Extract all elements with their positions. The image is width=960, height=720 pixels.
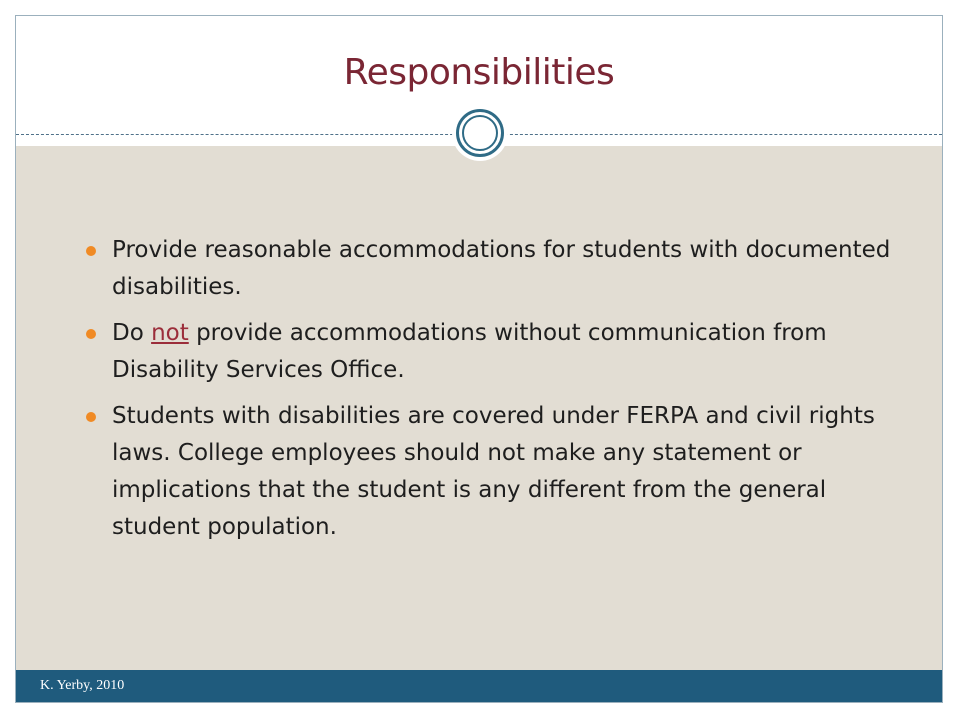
bullet-text-after: provide accommodations without communication from Disability Services Office. [112, 320, 827, 383]
bullet-dot-icon [86, 329, 96, 339]
content-area [16, 146, 942, 670]
bullet-item [16, 315, 942, 389]
bullet-item [16, 232, 942, 306]
footer-band [16, 670, 942, 702]
bullet-dot-icon [86, 412, 96, 422]
footer-credit: K. Yerby, 2010 [40, 678, 125, 693]
slide-title: Responsibilities [343, 52, 615, 93]
bullet-item [16, 398, 942, 546]
bullet-emphasis: not [151, 320, 189, 346]
bullet-dot-icon [86, 246, 96, 256]
bullet-text: Provide reasonable accommodations for students with documented disabilities. [112, 237, 891, 300]
circle-ring-inner-stroke [462, 115, 498, 151]
bullet-text: Students with disabilities are covered under FERPA and civil rights laws. College employees should not make any statement or implications that the student is any different from the general student population. [112, 403, 875, 540]
slide-frame [15, 15, 943, 703]
bullet-text-before: Do [112, 320, 152, 346]
bullet-list [16, 232, 942, 555]
